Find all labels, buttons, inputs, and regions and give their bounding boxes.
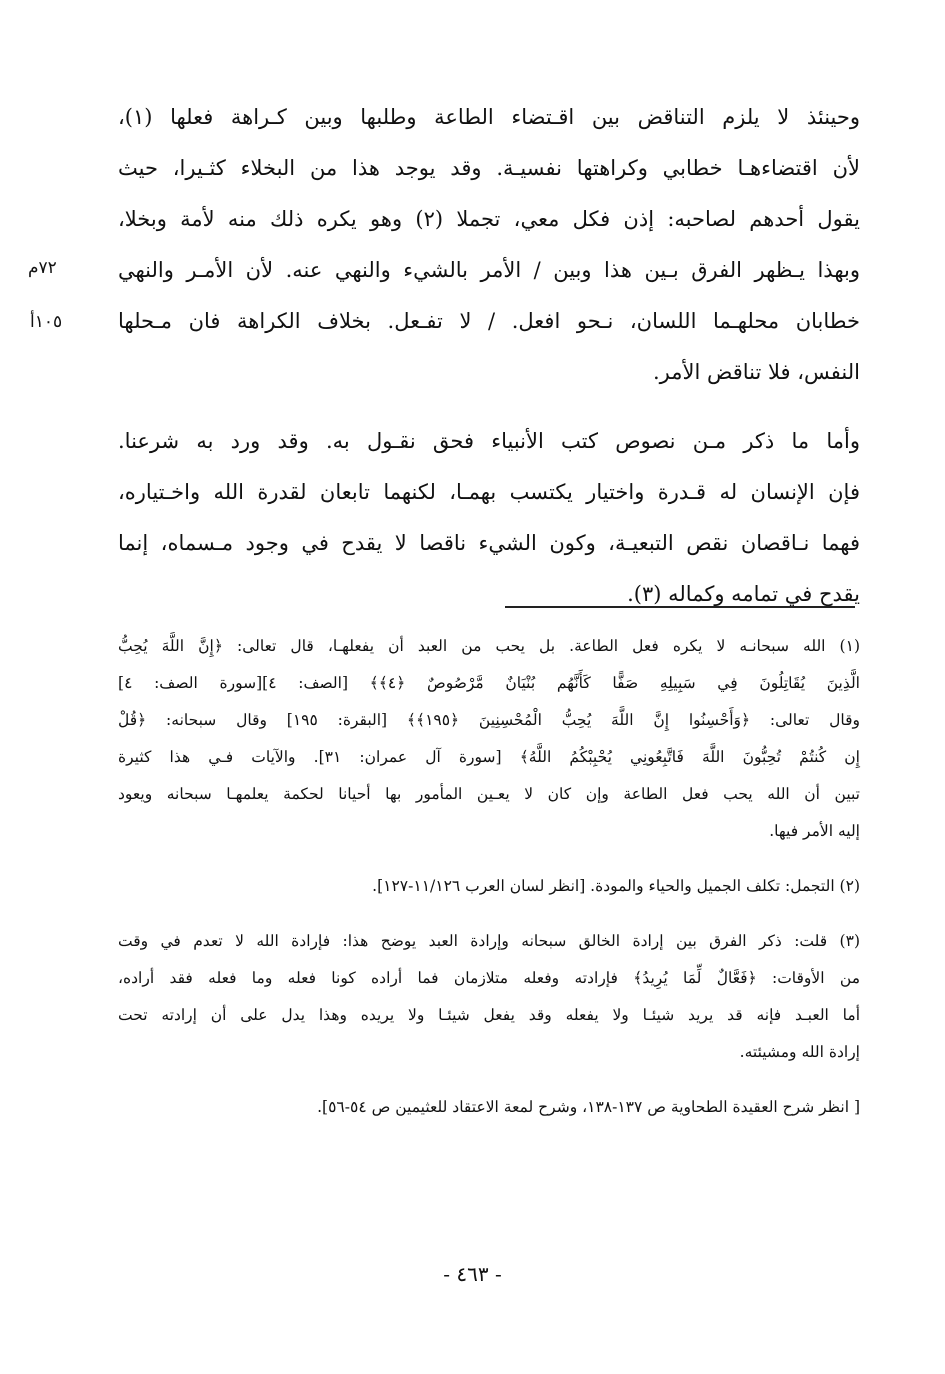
footnote-gap (118, 905, 860, 923)
body-line: وأما ما ذكر مـن نصوص كتب الأنبياء فحق نقـول به. وقد ورد به شرعنا. (118, 429, 860, 453)
paragraph-gap (118, 398, 860, 416)
footnote-line: أما العبـد فإنه قد يريد شيئـا ولا يفعله وقد يفعل شيئـا ولا يريده وهذا يدل على أن إرادته تحت (118, 1006, 860, 1024)
footnote-separator (505, 606, 855, 608)
body-line: وحينئذ لا يلزم التناقض بين اقـتضاء الطاعة وطلبها وبين كـراهة فعلها (١)، (118, 105, 860, 129)
main-text (118, 92, 860, 620)
body-line: يقول أحدهم لصاحبه: إذن فكل معي، تجملا (٢) وهو يكره ذلك منه لأمة وبخلا، (118, 207, 860, 231)
footnote-reference: [ انظر شرح العقيدة الطحاوية ص ١٣٧-١٣٨، وشرح لمعة الاعتقاد للعثيمين ص ٥٤-٥٦]. (317, 1098, 860, 1116)
body-line: النفس، فلا تناقض الأمر. (652, 360, 860, 384)
footnote-gap (118, 850, 860, 868)
footnote-gap (118, 1071, 860, 1089)
body-line: خطابان محلهـما اللسان، نـحو افعل. / لا تفـعل. بخلاف الكراهة فان مـحلها (118, 309, 860, 333)
body-line: فهما نـاقصان نقص التبعيـة، وكون الشيء ناقصا لا يقدح في وجود مـسماه، إنما (118, 531, 860, 555)
page-number: - ٤٦٣ - (443, 1262, 502, 1286)
footnote-line: إِن كُنتُمْ تُحِبُّونَ اللَّهَ فَاتَّبِعُونِي يُحْبِبْكُمُ اللَّهُ﴾ [سورة آل عمران: ٣١]. والآيات فـي هذا كثيرة (118, 748, 860, 766)
footnote-line: إرادة الله ومشيئته. (739, 1043, 860, 1061)
footnote-line: (٣) قلت: ذكر الفرق بين إرادة الخالق سبحانه وإرادة العبد يوضح هذا: فإرادة الله لا تعدم في وقت (118, 932, 860, 950)
footnote-line: (٢) التجمل: تكلف الجميل والحياء والمودة. [انظر لسان العرب ١١/١٢٦-١٢٧]. (372, 877, 860, 895)
footnote-line: إليه الأمر فيها. (769, 822, 860, 840)
footnote-line: الَّذِينَ يُقَاتِلُونَ فِي سَبِيلِهِ صَفًّا كَأَنَّهُم بُنْيَانٌ مَّرْصُوصٌ ﴿٤﴾﴾ [الصف: ٤][سورة الصف: ٤] (118, 674, 860, 692)
body-line: وبهذا يـظهر الفرق بـين هذا وبين / الأمر بالشيء والنهي عنه. لأن الأمـر والنهي (118, 258, 860, 282)
footnote-line: (١) الله سبحانـه لا يكره فعل الطاعة. بل يحب من العبد أن يفعلهـا، قال تعالى: ﴿إِنَّ اللَّهَ يُحِبُّ (118, 637, 860, 655)
footnote-line: تبين أن الله يحب فعل الطاعة وإن كان لا يعـين المأمور بها أحيانا لحكمة يعلمهـا سبحانه ويعود (118, 785, 860, 803)
margin-folio-note: ١٠٥أ (30, 312, 63, 332)
footnotes (118, 628, 860, 1126)
footnote-line: وقال تعالى: ﴿وَأَحْسِنُوا إِنَّ اللَّهَ يُحِبُّ الْمُحْسِنِينَ ﴿١٩٥﴾﴾ [البقرة: ١٩٥] وقال سبحانه: ﴿قُلْ (118, 711, 860, 729)
body-line: يقدح في تمامه وكماله (٣). (627, 582, 860, 606)
body-line: فإن الإنسان له قـدرة واختيار يكتسب بهمـا، لكنهما تابعان لقدرة الله واخـتياره، (118, 480, 860, 504)
body-line: لأن اقتضاءهـا خطابي وكراهتها نفسيـة. وقد يوجد هذا من البخلاء كثـيرا، حيث (118, 156, 860, 180)
margin-folio-note: ٧٢م (28, 258, 57, 278)
footnote-line: من الأوقات: ﴿فَعَّالٌ لِّمَا يُرِيدُ﴾ فإرادته وفعله متلازمان فما أراده كونا فعله وما فعله فقد أراده، (118, 969, 860, 987)
